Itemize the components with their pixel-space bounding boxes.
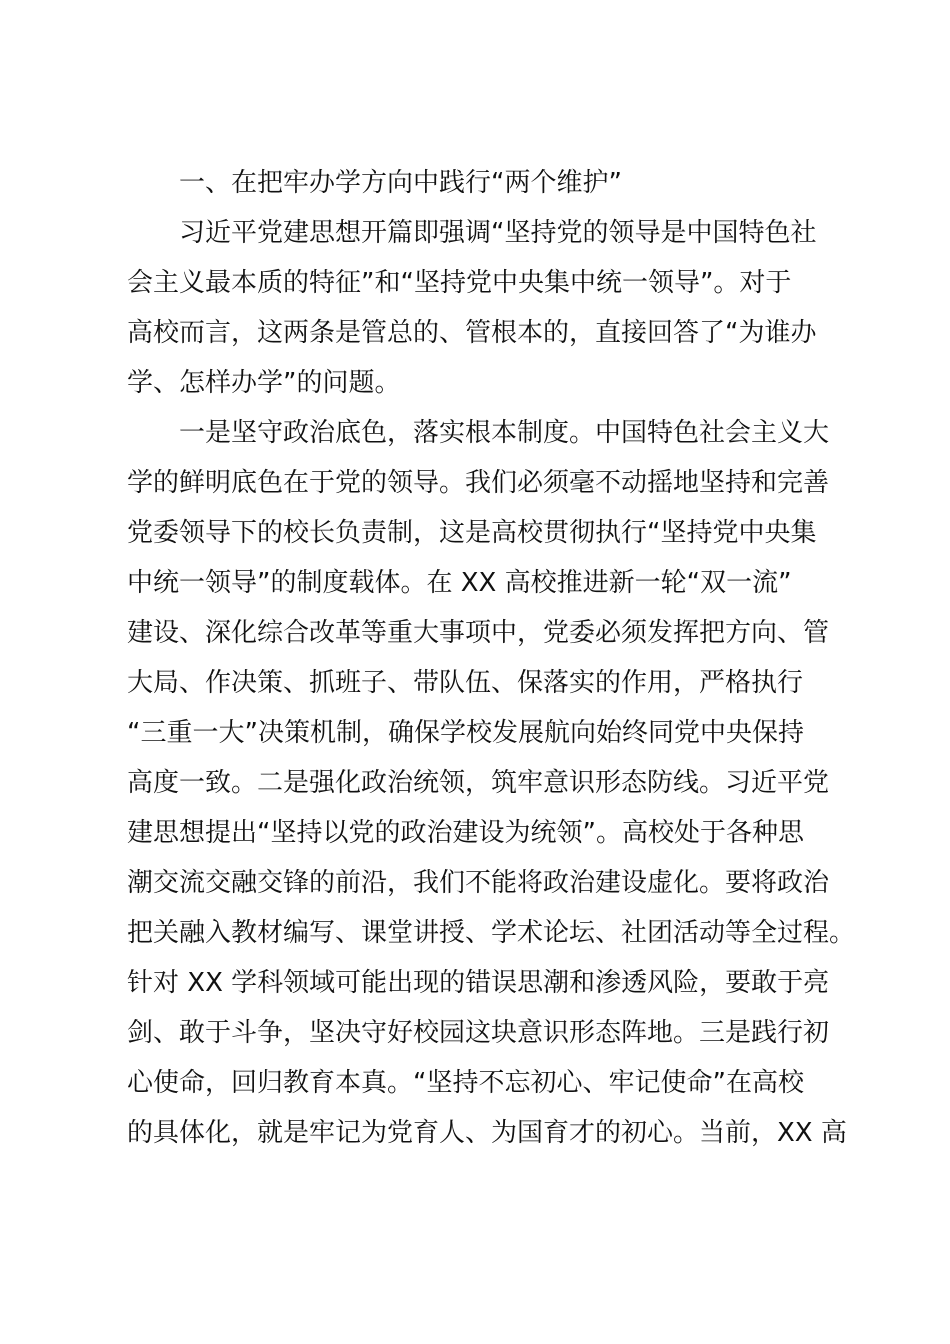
paragraph-line: 学、怎样办学”的问题。 — [127, 368, 401, 398]
paragraph-line: 把关融入教材编写、课堂讲授、学术论坛、社团活动等全过程。 — [127, 918, 856, 948]
paragraph-line: 中统一领导”的制度载体。在 XX 高校推进新一轮“双一流” — [127, 568, 792, 598]
paragraph-line: 党委领导下的校长负责制，这是高校贯彻执行“坚持党中央集 — [127, 518, 817, 548]
paragraph-line: 心使命，回归教育本真。“坚持不忘初心、牢记使命”在高校 — [127, 1068, 804, 1098]
paragraph-line: “三重一大”决策机制，确保学校发展航向始终同党中央保持 — [127, 718, 804, 748]
paragraph-line: 的具体化，就是牢记为党育人、为国育才的初心。当前，XX 高 — [127, 1118, 847, 1148]
paragraph-line: 高校而言，这两条是管总的、管根本的，直接回答了“为谁办 — [127, 318, 817, 348]
paragraph-line: 习近平党建思想开篇即强调“坚持党的领导是中国特色社 — [179, 218, 817, 248]
paragraph-line: 学的鲜明底色在于党的领导。我们必须毫不动摇地坚持和完善 — [127, 468, 830, 498]
paragraph-line: 针对 XX 学科领域可能出现的错误思潮和渗透风险，要敢于亮 — [127, 968, 830, 998]
paragraph-line: 建设、深化综合改革等重大事项中，党委必须发挥把方向、管 — [127, 618, 830, 648]
paragraph-line: 大局、作决策、抓班子、带队伍、保落实的作用，严格执行 — [127, 668, 804, 698]
paragraph-line: 一是坚守政治底色，落实根本制度。中国特色社会主义大 — [179, 418, 830, 448]
paragraph-line: 会主义最本质的特征”和“坚持党中央集中统一领导”。对于 — [127, 268, 792, 298]
paragraph-line: 潮交流交融交锋的前沿，我们不能将政治建设虚化。要将政治 — [127, 868, 830, 898]
paragraph-line: 剑、敢于斗争，坚决守好校园这块意识形态阵地。三是践行初 — [127, 1018, 830, 1048]
section-heading: 一、在把牢办学方向中践行“两个维护” — [179, 168, 622, 198]
paragraph-line: 建思想提出“坚持以党的政治建设为统领”。高校处于各种思 — [127, 818, 804, 848]
paragraph-line: 高度一致。二是强化政治统领，筑牢意识形态防线。习近平党 — [127, 768, 830, 798]
document-body — [127, 158, 856, 1158]
